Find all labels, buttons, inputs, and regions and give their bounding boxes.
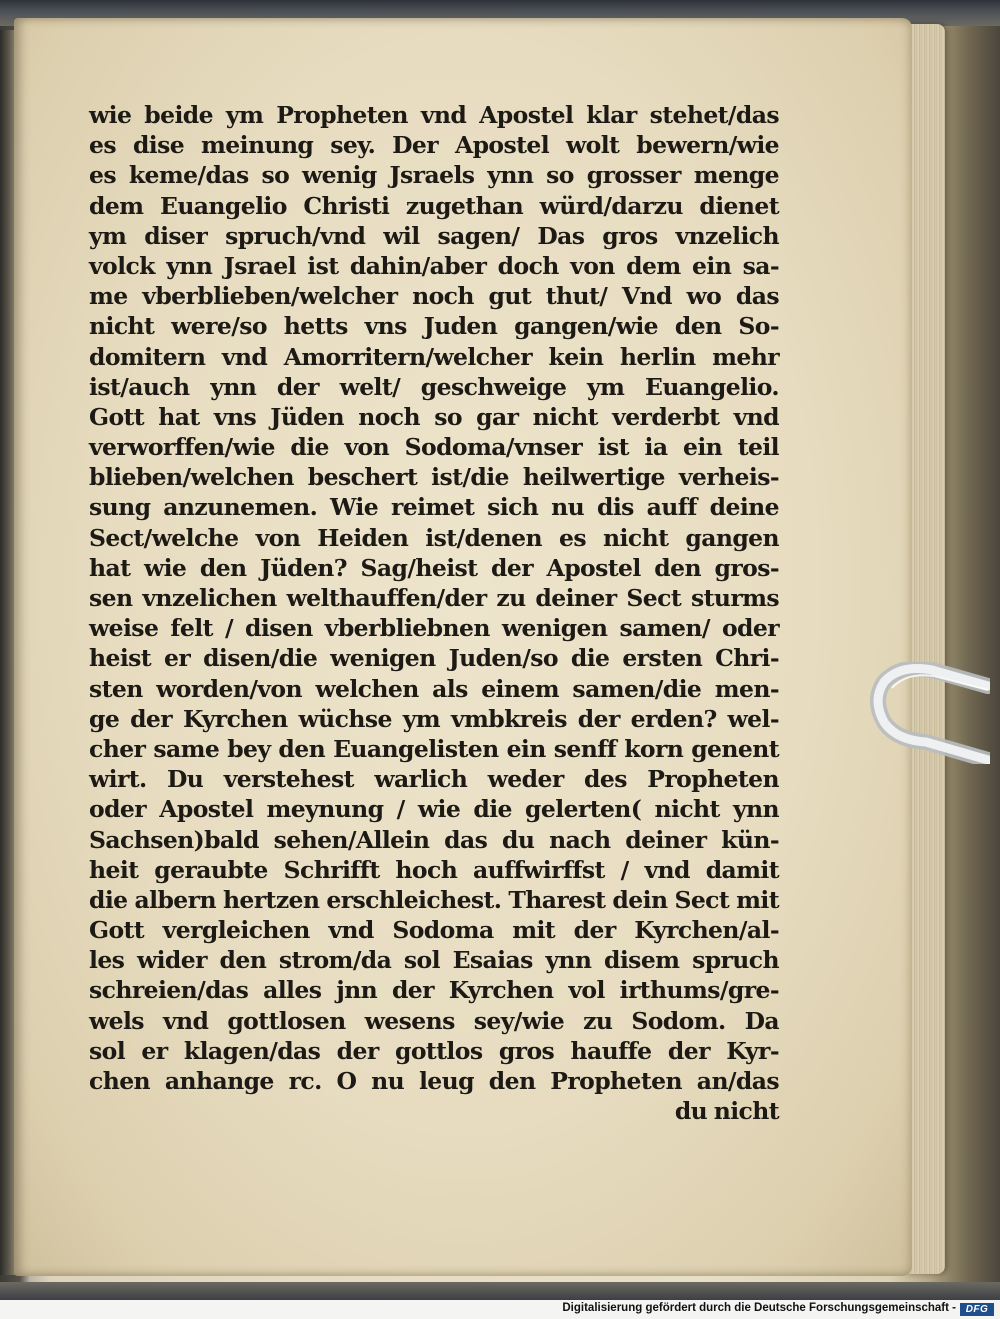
- text-line: dem Euangelio Christi zugethan würd/darzu dienet: [89, 191, 779, 220]
- catchword: du nicht: [674, 1097, 779, 1126]
- text-line: wirt. Du verstehest warlich weder des Propheten: [89, 765, 779, 794]
- paper-clip-icon: [870, 662, 990, 764]
- text-line: ist/auch ynn der welt/ geschweige ym Euangelio.: [89, 372, 779, 401]
- text-line: volck ynn Jsrael ist dahin/aber doch von dem ein sa-: [89, 251, 779, 280]
- book-cover-bottom: [0, 1282, 1000, 1300]
- text-line: hat wie den Jüden? Sag/heist der Apostel den gros-: [89, 553, 779, 582]
- text-line: sol er klagen/das der gottlos gros hauffe der Kyr-: [89, 1036, 779, 1065]
- text-line: heist er disen/die wenigen Juden/so die ersten Chri-: [89, 644, 779, 673]
- text-line: Sect/welche von Heiden ist/denen es nicht gangen: [89, 523, 779, 552]
- text-line: es dise meinung sey. Der Apostel wolt bewern/wie: [89, 131, 779, 160]
- text-line: ge der Kyrchen wüchse ym vmbkreis der erden? wel-: [89, 704, 779, 733]
- text-line: die albern hertzen erschleichest. Tharest dein Sect mit: [89, 885, 779, 914]
- text-line: verworffen/wie die von Sodoma/vnser ist ia ein teil: [89, 433, 779, 462]
- text-line: wie beide ym Propheten vnd Apostel klar stehet/das: [89, 101, 779, 129]
- text-line: nicht were/so hetts vns Juden gangen/wie den So-: [89, 312, 779, 341]
- footer-bar: [0, 1300, 1000, 1319]
- text-line: chen anhange rc. O nu leug den Propheten an/das: [89, 1067, 779, 1095]
- text-line: cher same bey den Euangelisten ein senff korn genent: [89, 734, 779, 763]
- text-line: domitern vnd Amorritern/welcher kein herlin mehr: [89, 342, 779, 371]
- text-line: sung anzunemen. Wie reimet sich nu dis auff deine: [89, 493, 779, 522]
- text-line: schreien/das alles jnn der Kyrchen vol irthums/gre-: [89, 976, 779, 1005]
- text-line: Sachsen)bald sehen/Allein das du nach deiner kün-: [89, 825, 779, 854]
- text-line: weise felt / disen vberbliebnen wenigen samen/ oder: [89, 614, 779, 643]
- text-line: blieben/welchen beschert ist/die heilwertige verheis-: [89, 463, 779, 492]
- dfg-logo: DFG: [960, 1303, 994, 1316]
- text-line: es keme/das so wenig Jsraels ynn so grosser menge: [89, 161, 779, 190]
- page-text-block: [89, 100, 779, 1126]
- text-line: sten worden/von welchen als einem samen/die men-: [89, 674, 779, 703]
- text-line: les wider den strom/da sol Esaias ynn disem spruch: [89, 946, 779, 975]
- text-line: Gott hat vns Jüden noch so gar nicht verderbt vnd: [89, 402, 779, 431]
- funding-credit: Digitalisierung gefördert durch die Deutsche Forschungsgemeinschaft -: [562, 1302, 956, 1314]
- text-line: oder Apostel meynung / wie die gelerten( nicht ynn: [89, 795, 779, 824]
- text-line: me vberblieben/welcher noch gut thut/ Vnd wo das: [89, 282, 779, 311]
- text-line: Gott vergleichen vnd Sodoma mit der Kyrchen/al-: [89, 916, 779, 945]
- text-line: heit geraubte Schrifft hoch auffwirffst / vnd damit: [89, 855, 779, 884]
- text-line: wels vnd gottlosen wesens sey/wie zu Sodom. Da: [89, 1006, 779, 1035]
- text-line: sen vnzelichen welthauffen/der zu deiner Sect sturms: [89, 584, 779, 612]
- text-line: ym diser spruch/vnd wil sagen/ Das gros vnzelich: [89, 221, 779, 250]
